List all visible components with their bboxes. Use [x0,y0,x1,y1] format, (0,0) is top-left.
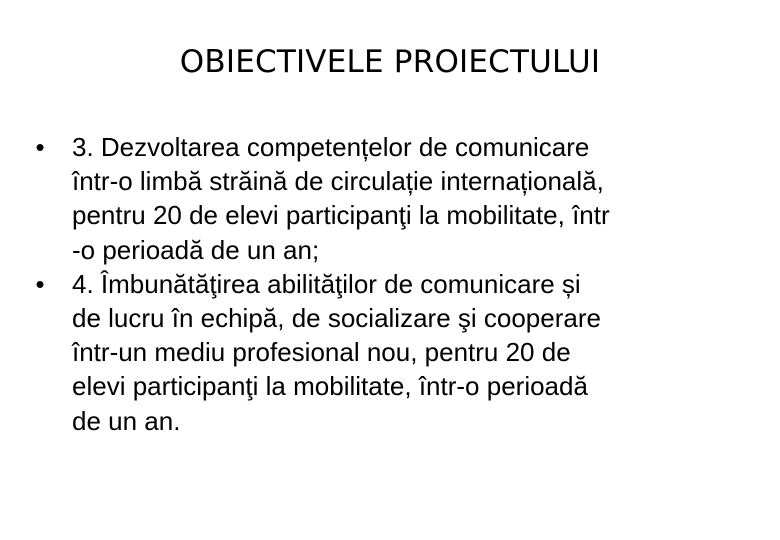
bullet-icon: • [35,268,45,299]
bullet-item-3 [30,130,750,267]
bullet-item-4 [30,267,750,438]
bullet-text: 4. Îmbunătăţirea abilităţilor de comunicare și de lucru în echipă, de socializare şi cooperare într-un mediu profesional nou, pentru 20 de elevi participanţi la mobilitate, într-o perioadă de un an. [72,268,601,436]
bullet-text: 3. Dezvoltarea competențelor de comunicare într-o limbă străină de circulație internațională, pentru 20 de elevi participanţi la mobilitate, într -o perioadă de un an; [72,132,610,265]
bullet-icon: • [35,132,45,162]
slide-title: OBIECTIVELE PROIECTULUI [179,44,601,80]
bullet-list [30,130,750,438]
